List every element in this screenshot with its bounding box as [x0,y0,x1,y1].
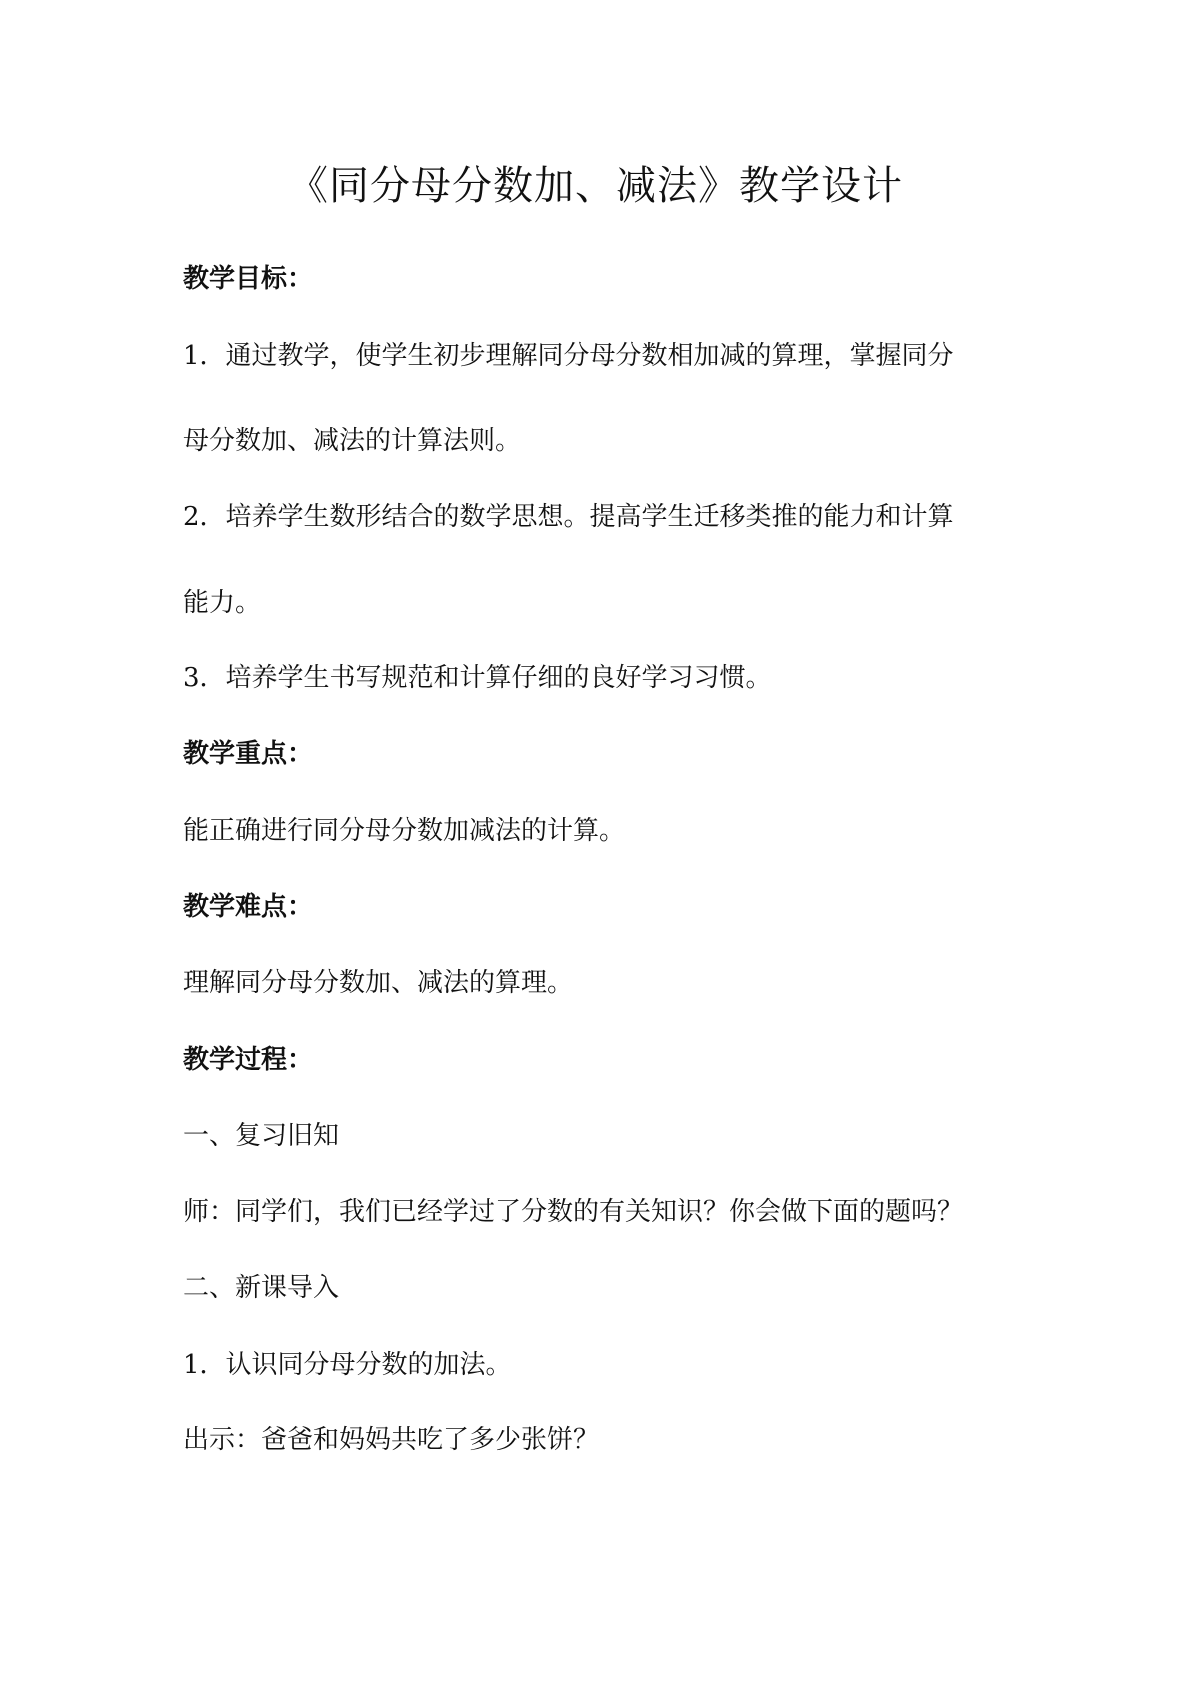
show-question: 出示：爸爸和妈妈共吃了多少张饼？ [183,1425,600,1455]
objective-2-line-1: 2．培养学生数形结合的数学思想。提高学生迁移类推的能力和计算 [183,502,954,532]
section-heading-process: 教学过程： [183,1045,314,1075]
section-heading-difficulty: 教学难点： [183,892,314,922]
key-point-text: 能正确进行同分母分数加减法的计算。 [183,816,626,846]
objective-1-line-1: 1．通过教学，使学生初步理解同分母分数相加减的算理，掌握同分 [183,341,954,371]
process-step-2-title: 二、新课导入 [183,1273,340,1303]
objective-3: 3．培养学生书写规范和计算仔细的良好学习习惯。 [183,663,772,693]
substep-1-title: 1．认识同分母分数的加法。 [183,1350,512,1380]
section-heading-objectives: 教学目标： [183,264,314,294]
process-step-1-title: 一、复习旧知 [183,1121,340,1151]
objective-2-line-2: 能力。 [183,588,262,618]
difficulty-text: 理解同分母分数加、减法的算理。 [183,968,574,998]
teacher-question: 师：同学们，我们已经学过了分数的有关知识？你会做下面的题吗？ [183,1197,964,1227]
objective-1-line-2: 母分数加、减法的计算法则。 [183,426,522,456]
section-heading-key-points: 教学重点： [183,739,314,769]
document-title: 《同分母分数加、减法》教学设计 [288,163,903,209]
